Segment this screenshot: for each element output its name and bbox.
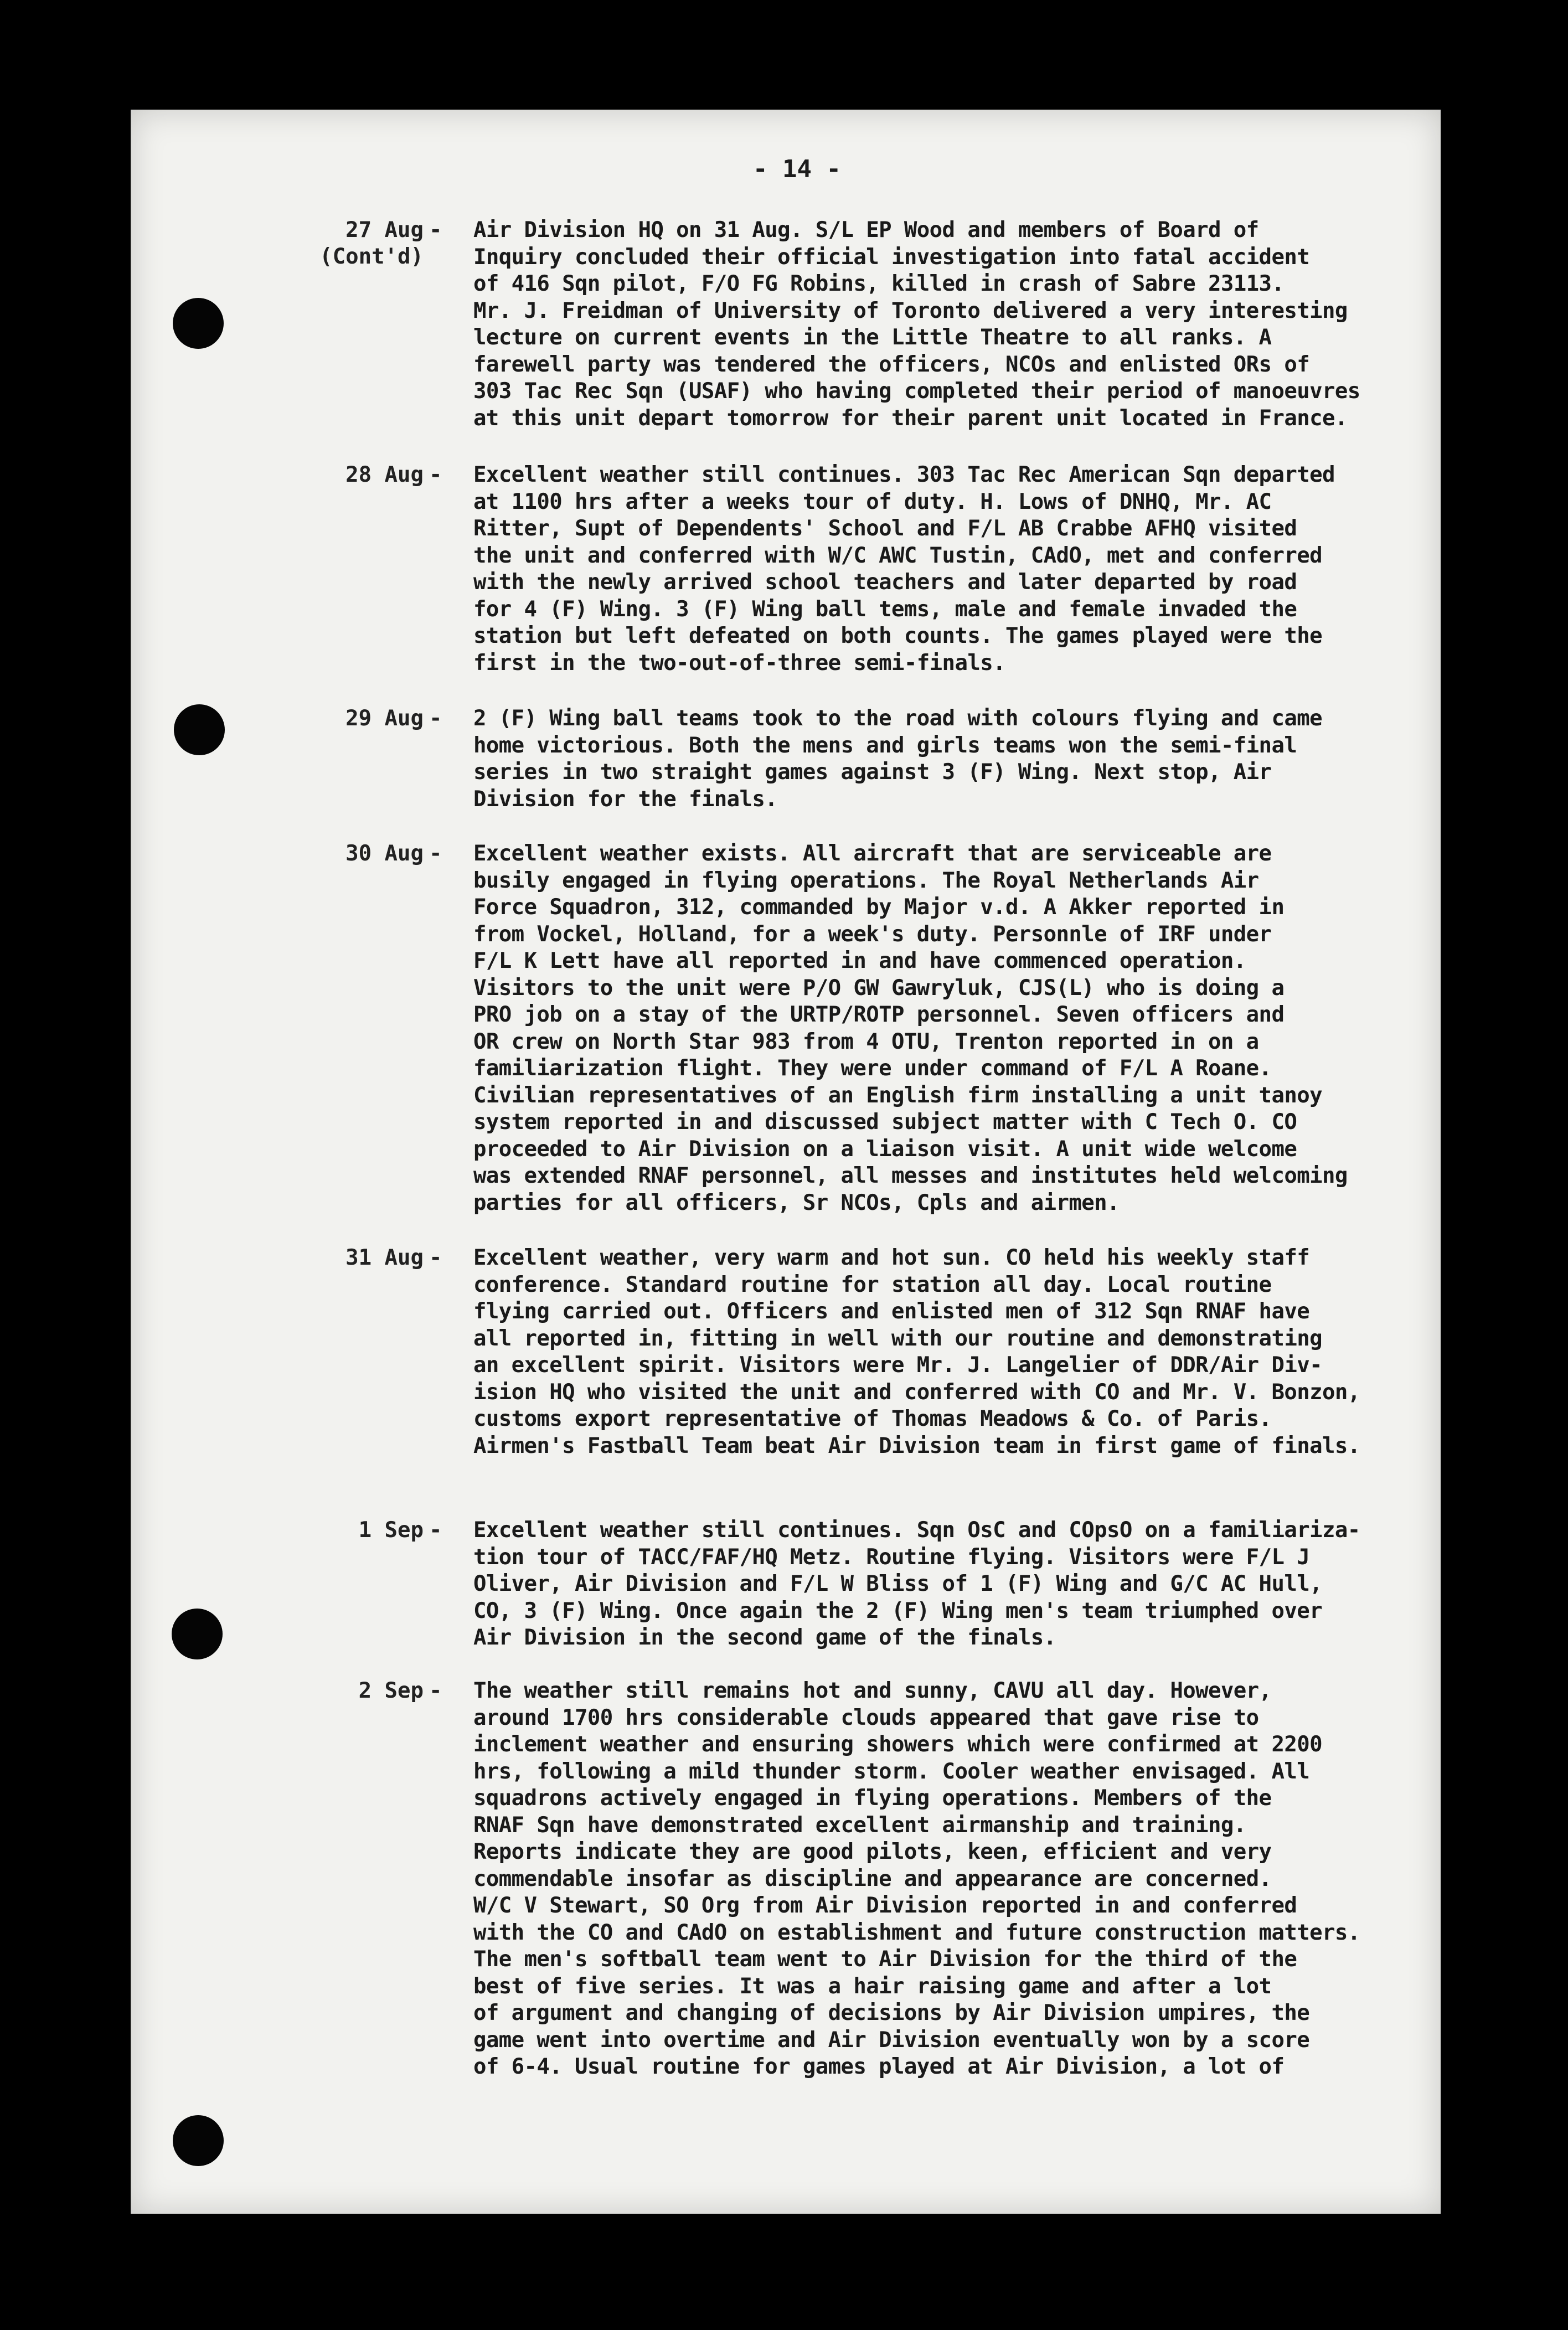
entry-line: The weather still remains hot and sunny, CAVU all day. However, (473, 1678, 1272, 1703)
entry-line: from Vockel, Holland, for a week's duty. Personnle of IRF under (473, 921, 1272, 947)
entry-line: with the newly arrived school teachers and later departed by road (473, 570, 1297, 595)
entry-line: Excellent weather exists. All aircraft that are serviceable are (473, 841, 1272, 866)
entry-line: the unit and conferred with W/C AWC Tustin, CAdO, met and conferred (473, 543, 1322, 568)
entry-dash: - (429, 218, 442, 243)
punch-hole (173, 298, 224, 349)
entry-text (473, 705, 1448, 813)
entry-line: hrs, following a mild thunder storm. Cooler weather envisaged. All (473, 1759, 1310, 1784)
entry-line: 303 Tac Rec Sqn (USAF) who having completed their period of manoeuvres (473, 379, 1360, 404)
entry-line: Visitors to the unit were P/O GW Gawryluk, CJS(L) who is doing a (473, 975, 1285, 1001)
entry-date-text: 27 Aug (345, 218, 424, 243)
entry-line: The men's softball team went to Air Division for the third of the (473, 1947, 1297, 1972)
entry-line: Division for the finals. (473, 786, 778, 812)
entry-line: busily engaged in flying operations. The Royal Netherlands Air (473, 868, 1259, 893)
entry-date-note: (Cont'd) (319, 244, 424, 269)
entry-dash: - (429, 841, 442, 866)
entry-line: Excellent weather still continues. Sqn OsC and COpsO on a familiariza- (473, 1518, 1360, 1543)
entry-date (299, 841, 424, 867)
punch-hole (172, 1609, 223, 1659)
entry-dash: - (429, 1518, 442, 1543)
entry-line: Excellent weather still continues. 303 Tac Rec American Sqn departed (473, 462, 1335, 487)
entry-date (299, 1678, 424, 1704)
entry-line: farewell party was tendered the officers, NCOs and enlisted ORs of (473, 352, 1310, 377)
entry-dash: - (429, 706, 442, 731)
entry-line: Air Division in the second game of the finals. (473, 1625, 1056, 1650)
entry-line: conference. Standard routine for station all day. Local routine (473, 1272, 1272, 1297)
entry-line: with the CO and CAdO on establishment and future construction matters. (473, 1920, 1360, 1945)
entry-dash: - (429, 1678, 442, 1703)
entry-dash: - (429, 1245, 442, 1270)
entry-date (299, 705, 424, 732)
entry-line: OR crew on North Star 983 from 4 OTU, Trenton reported in on a (473, 1029, 1259, 1054)
entry-line: Excellent weather, very warm and hot sun. CO held his weekly staff (473, 1245, 1310, 1270)
entry-line: inclement weather and ensuring showers which were confirmed at 2200 (473, 1732, 1322, 1757)
entry-date-text: 29 Aug (345, 706, 424, 731)
entry-text (473, 1517, 1448, 1652)
entry-date-text: 1 Sep (358, 1518, 424, 1543)
entry-line: game went into overtime and Air Division eventually won by a score (473, 2027, 1310, 2053)
punch-hole (174, 704, 225, 755)
entry-line: familiarization flight. They were under command of F/L A Roane. (473, 1056, 1272, 1081)
entry-text (473, 217, 1448, 432)
entry-line: an excellent spirit. Visitors were Mr. J. Langelier of DDR/Air Div- (473, 1353, 1322, 1378)
entry-line: of 6-4. Usual routine for games played at Air Division, a lot of (473, 2054, 1285, 2079)
entry-line: at this unit depart tomorrow for their parent unit located in France. (473, 405, 1348, 431)
entry-line: customs export representative of Thomas Meadows & Co. of Paris. (473, 1406, 1272, 1431)
entry-line: station but left defeated on both counts. The games played were the (473, 623, 1322, 648)
entry-line: squadrons actively engaged in flying operations. Members of the (473, 1786, 1272, 1811)
entry-line: Mr. J. Freidman of University of Toronto delivered a very interesting (473, 298, 1348, 323)
entry-line: RNAF Sqn have demonstrated excellent airmanship and training. (473, 1812, 1246, 1838)
entry-line: Force Squadron, 312, commanded by Major v.d. A Akker reported in (473, 895, 1285, 920)
punch-hole (173, 2115, 224, 2166)
entry-line: PRO job on a stay of the URTP/ROTP personnel. Seven officers and (473, 1002, 1285, 1027)
entry-line: best of five series. It was a hair raising game and after a lot (473, 1973, 1272, 1999)
entry-line: commendable insofar as discipline and appearance are concerned. (473, 1866, 1272, 1891)
entry-line: system reported in and discussed subject matter with C Tech O. CO (473, 1110, 1297, 1135)
entry-line: Air Division HQ on 31 Aug. S/L EP Wood and members of Board of (473, 218, 1259, 243)
entry-line: CO, 3 (F) Wing. Once again the 2 (F) Wing men's team triumphed over (473, 1598, 1322, 1623)
entry-line: W/C V Stewart, SO Org from Air Division reported in and conferred (473, 1893, 1297, 1918)
entry-date-text: 2 Sep (358, 1678, 424, 1703)
entry-line: of argument and changing of decisions by Air Division umpires, the (473, 2001, 1310, 2025)
entry-date (299, 217, 424, 270)
entry-text (473, 462, 1448, 677)
entry-date-text: 31 Aug (345, 1245, 424, 1270)
entry-date-text: 30 Aug (345, 841, 424, 866)
entry-line: F/L K Lett have all reported in and have commenced operation. (473, 949, 1246, 973)
entry-line: series in two straight games against 3 (F) Wing. Next stop, Air (473, 760, 1272, 785)
entry-date (299, 462, 424, 488)
entry-line: Oliver, Air Division and F/L W Bliss of 1 (F) Wing and G/C AC Hull, (473, 1571, 1322, 1596)
page-number: - 14 - (753, 155, 841, 183)
entry-line: for 4 (F) Wing. 3 (F) Wing ball tems, male and female invaded the (473, 596, 1297, 622)
entry-text (473, 1678, 1448, 2081)
entry-line: Civilian representatives of an English firm installing a unit tanoy (473, 1082, 1322, 1108)
entry-text (473, 841, 1448, 1216)
entry-line: Inquiry concluded their official investigation into fatal accident (473, 244, 1310, 270)
entry-dash: - (429, 462, 442, 487)
entry-line: Reports indicate they are good pilots, keen, efficient and very (473, 1839, 1272, 1864)
entry-line: lecture on current events in the Little Theatre to all ranks. A (473, 325, 1272, 350)
entry-line: first in the two-out-of-three semi-finals. (473, 650, 1005, 676)
entry-line: at 1100 hrs after a weeks tour of duty. H. Lows of DNHQ, Mr. AC (473, 489, 1272, 514)
entry-line: home victorious. Both the mens and girls teams won the semi-final (473, 733, 1297, 758)
entry-text (473, 1245, 1448, 1460)
entry-line: was extended RNAF personnel, all messes and institutes held welcoming (473, 1163, 1348, 1188)
entry-line: tion tour of TACC/FAF/HQ Metz. Routine flying. Visitors were F/L J (473, 1544, 1310, 1570)
entry-line: proceeded to Air Division on a liaison visit. A unit wide welcome (473, 1136, 1297, 1162)
entry-line: 2 (F) Wing ball teams took to the road with colours flying and came (473, 706, 1322, 731)
entry-line: Airmen's Fastball Team beat Air Division team in first game of finals. (473, 1433, 1360, 1458)
entry-line: of 416 Sqn pilot, F/O FG Robins, killed in crash of Sabre 23113. (473, 271, 1285, 296)
entry-date-text: 28 Aug (345, 462, 424, 487)
entry-line: around 1700 hrs considerable clouds appeared that gave rise to (473, 1705, 1259, 1730)
entry-date (299, 1245, 424, 1271)
entry-line: all reported in, fitting in well with our routine and demonstrating (473, 1326, 1322, 1351)
entry-line: Ritter, Supt of Dependents' School and F/L AB Crabbe AFHQ visited (473, 516, 1297, 541)
entry-date (299, 1517, 424, 1544)
entry-line: ision HQ who visited the unit and conferred with CO and Mr. V. Bonzon, (473, 1379, 1360, 1405)
entry-line: flying carried out. Officers and enlisted men of 312 Sqn RNAF have (473, 1299, 1310, 1324)
entry-line: parties for all officers, Sr NCOs, Cpls and airmen. (473, 1190, 1120, 1215)
